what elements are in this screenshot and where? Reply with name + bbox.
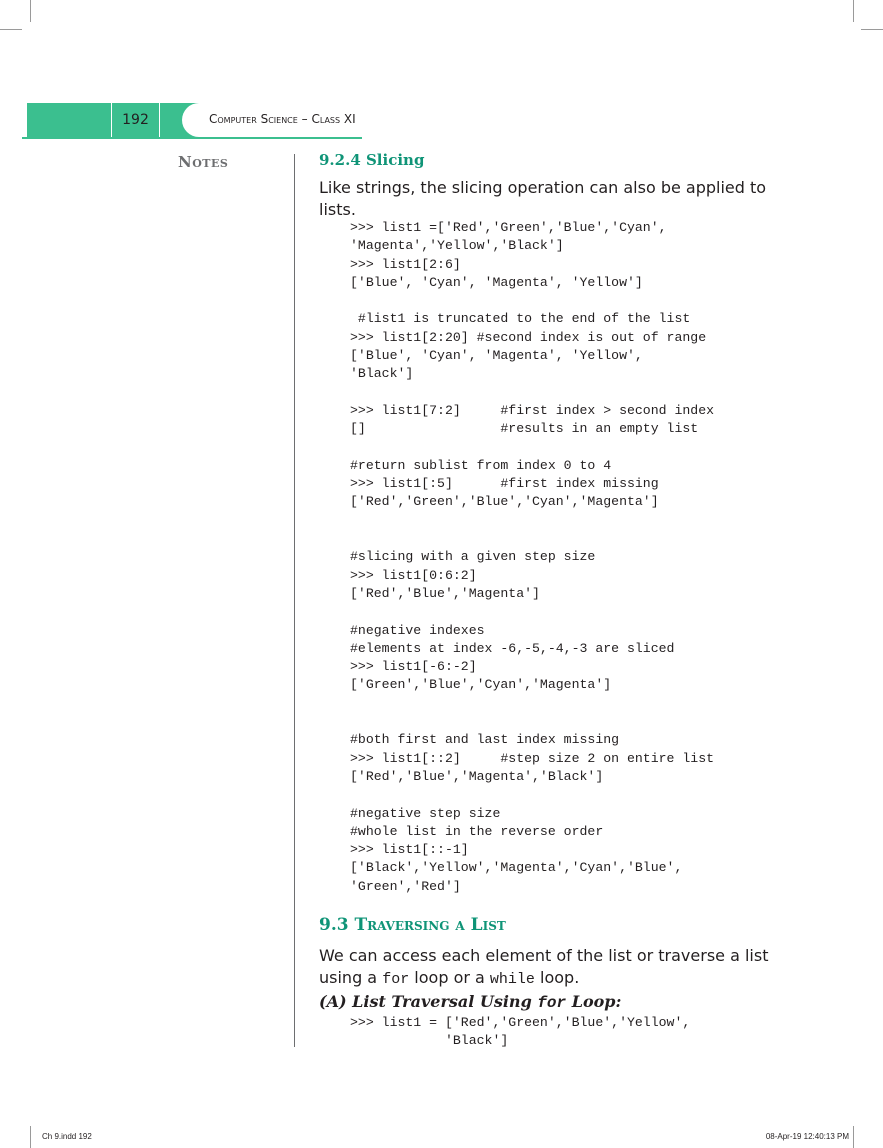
- code-line: #both first and last index missing: [350, 732, 620, 748]
- section-heading-slicing: 9.2.4 Slicing: [319, 151, 425, 169]
- para-text: loop or a: [409, 967, 490, 987]
- code-line: >>> list1[::2] #step size 2 on entire list: [350, 750, 715, 766]
- para-text: loop.: [534, 967, 580, 987]
- code-line: >>> list1 =['Red','Green','Blue','Cyan',: [350, 220, 667, 235]
- code-line: >>> list1[2:20] #second index is out of range: [350, 329, 707, 345]
- code-line: 'Magenta','Yellow','Black']: [350, 238, 564, 254]
- header-rule: [22, 137, 362, 139]
- code-line: >>> list1[:5] #first index missing: [350, 476, 659, 492]
- keyword-while: while: [489, 970, 535, 988]
- crop-mark: [30, 0, 31, 22]
- code-line: >>> list1[7:2] #first index > second index: [350, 402, 715, 418]
- running-title: Computer Science – Class XI: [209, 112, 356, 126]
- code-line: #whole list in the reverse order: [350, 823, 604, 839]
- slicing-intro: Like strings, the slicing operation can also be applied to lists.: [319, 178, 767, 219]
- code-line: #negative step size: [350, 805, 501, 821]
- keyword-for: for: [382, 970, 410, 988]
- code-line: ['Red','Blue','Magenta']: [350, 585, 540, 601]
- code-line: >>> list1[::-1]: [350, 842, 469, 858]
- code-line: ['Blue', 'Cyan', 'Magenta', 'Yellow']: [350, 274, 643, 290]
- subsection-heading-for-loop: [319, 992, 621, 1012]
- code-line: #list1 is truncated to the end of the list: [350, 311, 691, 327]
- notes-label: Notes: [178, 153, 229, 171]
- code-line: 'Black']: [350, 366, 414, 382]
- code-line: #slicing with a given step size: [350, 549, 596, 565]
- code-line: #elements at index -6,-5,-4,-3 are sliced: [350, 640, 675, 656]
- crop-mark: [853, 0, 854, 22]
- traversing-intro: [319, 945, 789, 990]
- header-divider: [159, 103, 160, 137]
- crop-mark: [0, 29, 22, 30]
- footer-timestamp: 08-Apr-19 12:40:13 PM: [765, 1132, 849, 1141]
- code-line: ['Red','Green','Blue','Cyan','Magenta']: [350, 494, 659, 510]
- code-line: #negative indexes: [350, 622, 485, 638]
- page-number: 192: [122, 112, 149, 128]
- keyword-for: for: [537, 994, 567, 1012]
- code-line: [] #results in an empty list: [350, 421, 699, 437]
- margin-rule: [294, 154, 295, 1047]
- footer-file-info: Ch 9.indd 192: [42, 1132, 92, 1141]
- code-block-traversal: [350, 1014, 690, 1051]
- code-line: 'Green','Red']: [350, 878, 461, 894]
- code-line: >>> list1[2:6]: [350, 256, 461, 272]
- code-line: ['Blue', 'Cyan', 'Magenta', 'Yellow',: [350, 348, 643, 364]
- section-heading-traversing: 9.3 Traversing a List: [319, 915, 506, 935]
- code-line: ['Green','Blue','Cyan','Magenta']: [350, 677, 612, 693]
- subheading-text: Loop:: [566, 992, 622, 1011]
- crop-mark: [853, 1126, 854, 1148]
- para-text: We can access each element of the list or traverse a list using a: [319, 946, 769, 987]
- code-line: >>> list1[-6:-2]: [350, 659, 477, 675]
- code-block-slicing: [350, 219, 714, 896]
- code-line: ['Red','Blue','Magenta','Black']: [350, 768, 604, 784]
- code-line: >>> list1 = ['Red','Green','Blue','Yellow',: [350, 1015, 691, 1030]
- subheading-text: (A) List Traversal Using: [319, 992, 538, 1011]
- code-line: 'Black']: [350, 1033, 509, 1049]
- crop-mark: [30, 1126, 31, 1148]
- crop-mark: [861, 29, 883, 30]
- code-line: ['Black','Yellow','Magenta','Cyan','Blue',: [350, 860, 683, 876]
- code-line: >>> list1[0:6:2]: [350, 567, 477, 583]
- code-line: #return sublist from index 0 to 4: [350, 457, 612, 473]
